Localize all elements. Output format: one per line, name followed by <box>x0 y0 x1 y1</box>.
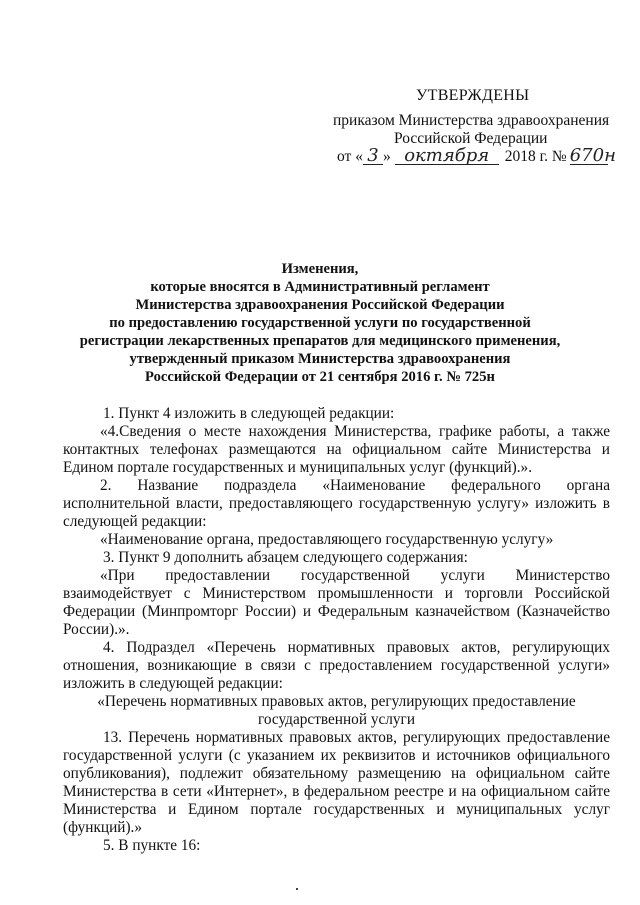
approval-country-line: Российской Федерации <box>394 130 548 147</box>
paragraph-item-1: 1. Пункт 4 изложить в следующей редакции: <box>103 405 395 422</box>
date-month-handwritten: октября <box>404 145 490 166</box>
paragraph-item-2: 2. Название подраздела «Наименование федерального органа исполнительной власти, предоставляющего государственную услугу» изложить в следующей редакции: <box>63 477 610 530</box>
heading-line: Министерства здравоохранения Российской Федерации <box>135 297 505 313</box>
order-number-field <box>569 145 616 166</box>
paragraph-item-4: 4. Подраздел «Перечень нормативных правовых актов, регулирующих отношения, возникающие в связи с предоставлением государственной услуги» изложить в следующей редакции: <box>63 639 610 692</box>
paragraph-item-5: 5. В пункте 16: <box>103 837 201 854</box>
paragraph-item-4-subtitle-line2: государственной услуги <box>257 711 416 728</box>
date-prefix: от « <box>337 148 363 165</box>
date-day-handwritten: 3 <box>367 145 379 166</box>
heading-line: регистрации лекарственных препаратов для медицинского применения, <box>79 333 561 349</box>
paragraph-item-13: 13. Перечень нормативных правовых актов, регулирующих предоставление государственной услуги (с указанием их реквизитов и источников официального опубликования), подлежит обязательному размещению на официальном сайте Министерства в сети «Интернет», в федеральном реестре и на официальном сайте Министерства и Едином портале государственных и муниципальных услуг (функций).» <box>63 729 610 836</box>
paragraph-item-2-text: «Наименование органа, предоставляющего государственную услугу» <box>100 531 554 548</box>
date-close-quote: » <box>382 148 391 165</box>
approval-title: УТВЕРЖДЕНЫ <box>416 87 530 104</box>
document-body <box>63 405 610 855</box>
date-month-field <box>395 145 499 166</box>
paragraph-item-4-subtitle-line1: «Перечень нормативных правовых актов, регулирующих предоставление <box>97 693 576 710</box>
scan-speck <box>296 888 298 890</box>
paragraph-item-3-text: «При предоставлении государственной услуги Министерство взаимодействует с Министерством промышленности и торговли Российской Федерации (Минпромторг России) и Федеральным казначейством (Казначейство России).». <box>63 567 610 638</box>
order-number-handwritten: 670н <box>569 145 616 166</box>
paragraph-item-3: 3. Пункт 9 дополнить абзацем следующего содержания: <box>103 549 468 566</box>
date-year-label: 2018 г. № <box>504 148 567 165</box>
heading-line: Изменения, <box>281 261 359 277</box>
paragraph-item-1-text: «4.Сведения о месте нахождения Министерства, графике работы, а также контактных телефонах размещаются на официальном сайте Министерства и Едином портале государственных и муниципальных услуг (функций).». <box>63 423 610 476</box>
heading-line: Российской Федерации от 21 сентября 2016 г. № 725н <box>145 369 495 385</box>
approval-order-line: приказом Министерства здравоохранения <box>333 112 610 129</box>
date-day-field <box>363 145 383 166</box>
heading-line: которые вносятся в Административный регламент <box>150 279 490 295</box>
heading-line: по предоставлению государственной услуги по государственной <box>109 315 531 331</box>
heading-line: утвержденный приказом Министерства здравоохранения <box>129 351 511 367</box>
document-heading <box>0 260 640 386</box>
approval-date-line <box>337 145 616 166</box>
